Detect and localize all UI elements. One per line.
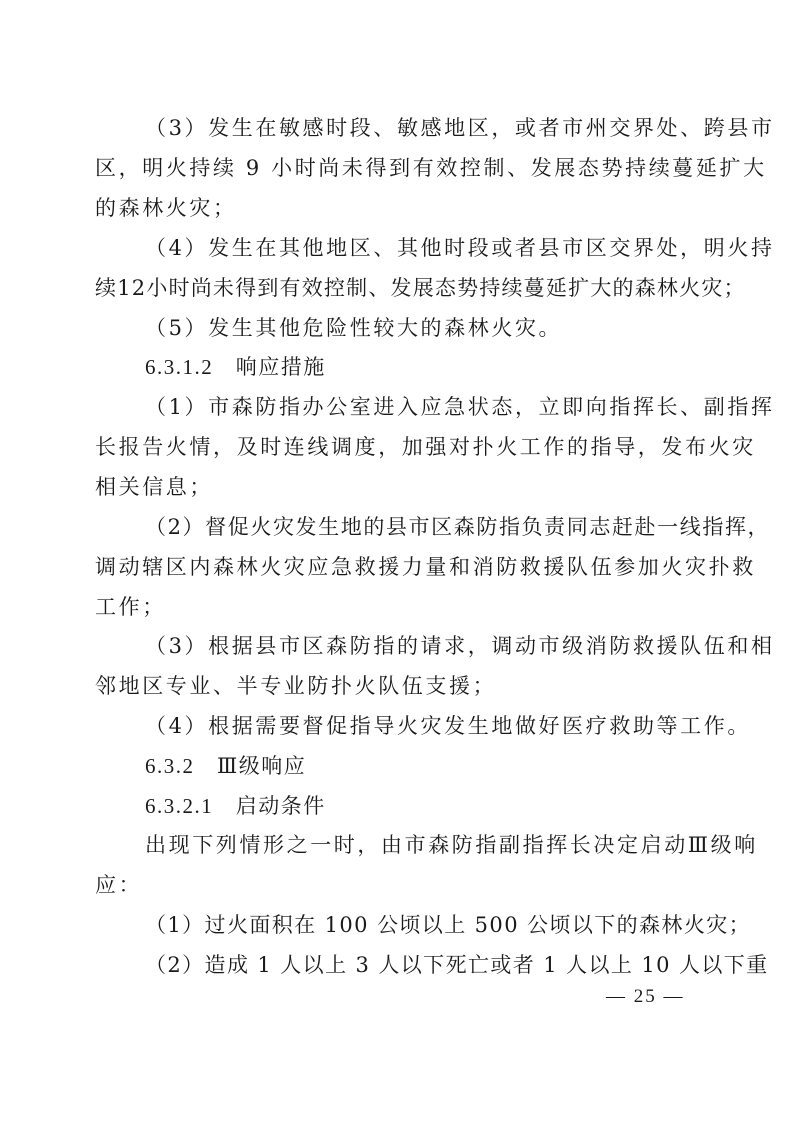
paragraph-line: 应： xyxy=(95,873,143,897)
paragraph-line: 区，明火持续 9 小时尚未得到有效控制、发展态势持续蔓延扩大 xyxy=(95,156,767,180)
paragraph-line: 邻地区专业、半专业防扑火队伍支援； xyxy=(95,674,497,698)
paragraph-line: （4）发生在其他地区、其他时段或者县市区交界处，明火持 xyxy=(145,236,775,260)
paragraph-line: 出现下列情形之一时，由市森防指副指挥长决定启动Ⅲ级响 xyxy=(145,833,758,857)
paragraph-line: 的森林火灾； xyxy=(95,196,237,220)
section-heading: 6.3.2.1 启动条件 xyxy=(145,794,326,818)
paragraph-line: （2）督促火灾发生地的县市区森防指负责同志赶赴一线指挥， xyxy=(145,515,771,539)
paragraph-line: 调动辖区内森林火灾应急救援力量和消防救援队伍参加火灾扑救 xyxy=(95,555,756,579)
paragraph-line: （1）过火面积在 100 公顷以上 500 公顷以下的森林火灾； xyxy=(145,913,752,937)
paragraph-line: （2）造成 1 人以上 3 人以下死亡或者 1 人以上 10 人以下重 xyxy=(145,953,769,977)
paragraph-line: 长报告火情，及时连线调度，加强对扑火工作的指导，发布火灾 xyxy=(95,435,756,459)
section-heading: 6.3.2 Ⅲ级响应 xyxy=(145,754,307,778)
paragraph-line: （1）市森防指办公室进入应急状态，立即向指挥长、副指挥 xyxy=(145,395,775,419)
paragraph-line: （4）根据需要督促指导火灾发生地做好医疗救助等工作。 xyxy=(145,714,751,738)
paragraph-line: 续12小时尚未得到有效控制、发展态势持续蔓延扩大的森林火灾； xyxy=(95,276,746,300)
paragraph-line: （5）发生其他危险性较大的森林火灾。 xyxy=(145,316,563,340)
section-heading: 6.3.1.2 响应措施 xyxy=(145,355,326,379)
page-number: — 25 — xyxy=(606,986,685,1007)
paragraph-line: 工作； xyxy=(95,595,166,619)
paragraph-line: （3）发生在敏感时段、敏感地区，或者市州交界处、跨县市 xyxy=(145,116,775,140)
paragraph-line: 相关信息； xyxy=(95,475,213,499)
paragraph-line: （3）根据县市区森防指的请求，调动市级消防救援队伍和相 xyxy=(145,634,775,658)
